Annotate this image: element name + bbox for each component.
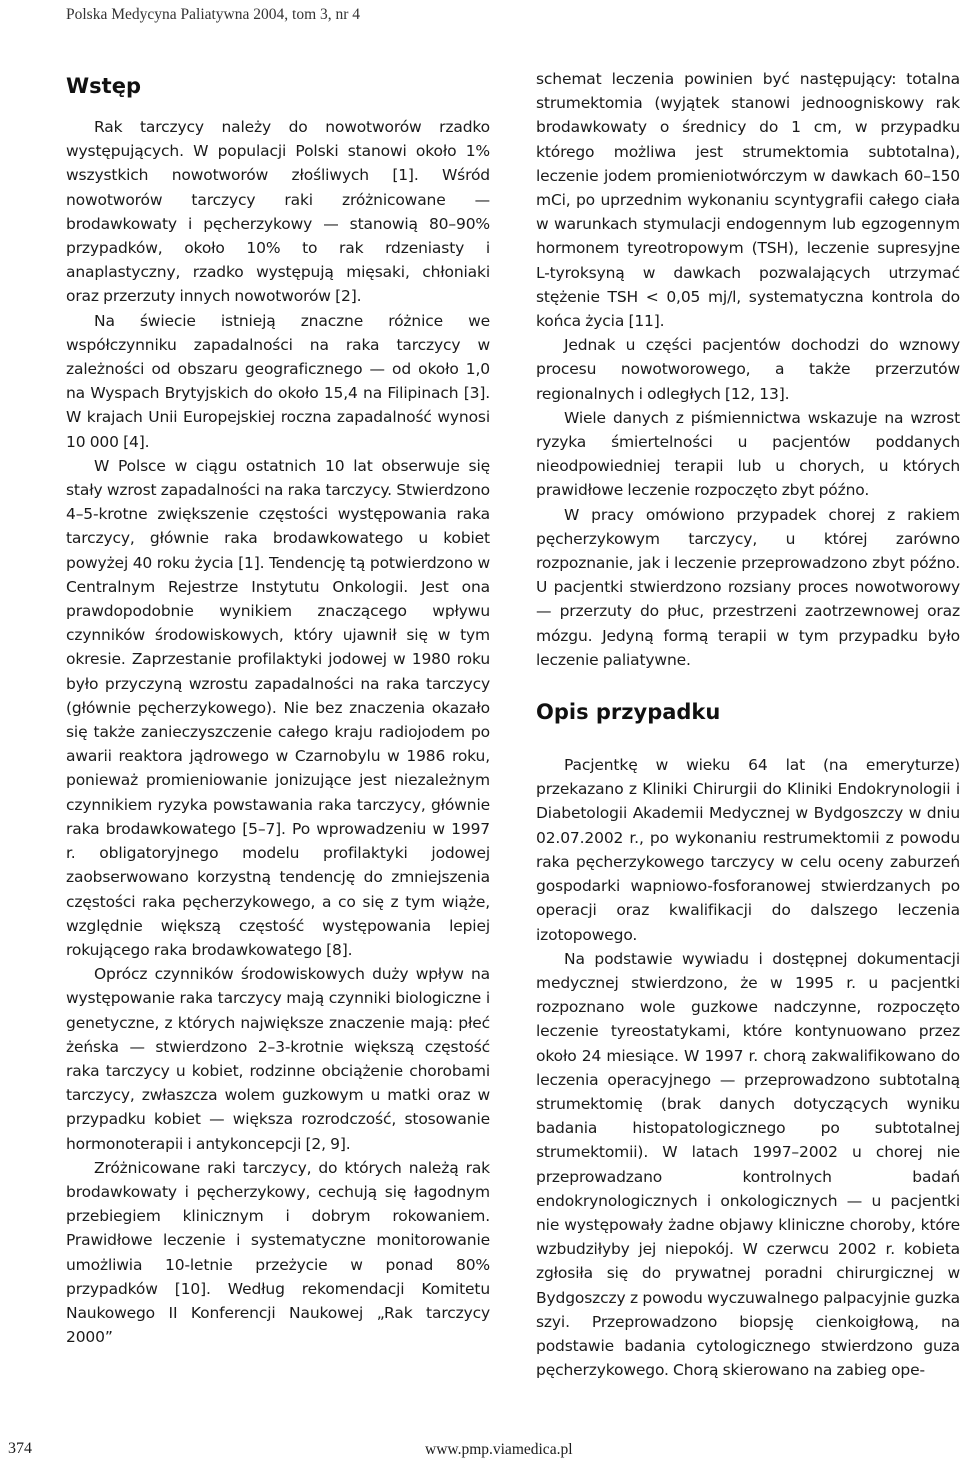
- paragraph: W Polsce w ciągu ostatnich 10 lat obserwuje się stały wzrost zapadalności na raka tarczycy. Stwierdzono 4–5-krotne zwiększenie częstości występowania raka tarczycy, głównie raka brodawkowatego u kobiet powyżej 40 roku życia [1]. Tendencję tą potwierdzono w Centralnym Rejestrze Instytutu Onkologii. Jest ona prawdopodobnie wynikiem znaczącego wpływu czynników środowiskowych, który ujawnił się w tym okresie. Zaprzestanie profilaktyki jodowej w 1980 roku było przyczyną wzrostu zapadalności na raka tarczycy (głównie pęcherzykowego). Nie bez znaczenia okazało się także zanieczyszczenie całego kraju radiojodem po awarii reaktora jądrowego w Czarnobylu w 1986 roku, ponieważ promieniowanie jonizujące jest niezależnym czynnikiem ryzyka powstawania raka tarczycy, głównie raka brodawkowatego [5–7]. Po wprowadzeniu w 1997 r. obligatoryjnego modelu profilaktyki jodowej zaobserwowano korzystną tendencję do zmniejszenia częstości raka pęcherzykowego, a co się z tym wiąże, względnie większą częstość występowania lepiej rokującego raka brodawkowatego [8].: [66, 456, 490, 959]
- paragraph: Na podstawie wywiadu i dostępnej dokumentacji medycznej stwierdzono, że w 1995 r. u pacjentki rozpoznano wole guzkowe nadczynne, rozpoczęto leczenie tyreostatykami, które kontynuowano przez około 24 miesiące. W 1997 r. chorą zakwalifikowano do leczenia operacyjnego — przeprowadzono subtotalną strumektomię (brak danych dotyczących wyniku badania histopatologicznego po subtotalnej strumektomii). W latach 1997–2002 u chorej nie przeprowadzano kontrolnych badań endokrynologicznych i onkologicznych — u pacjentki nie występowały żadne objawy kliniczne choroby, które wzbudziłyby jej niepokój. W czerwcu 2002 r. kobieta zgłosiła się do prywatnej poradni chirurgicznej w Bydgoszczy z powodu wyczuwalnego palpacyjnie guzka szyi. Przeprowadzono biopsję cienkoigłową, na podstawie badania cytologicznego stwierdzono guza pęcherzykowego. Chorą skierowano na zabieg ope-: [536, 949, 960, 1380]
- section-heading-case-report: Opis przypadku: [536, 700, 721, 725]
- paragraph: Zróżnicowane raki tarczycy, do których należą rak brodawkowaty i pęcherzykowy, cechują się łagodnym przebiegiem klinicznym i dobrym rokowaniem. Prawidłowe leczenie i systematyczne monitorowanie umożliwia 10-letnie przeżycie w ponad 80% przypadków [10]. Według rekomendacji Komitetu Naukowego II Konferencji Naukowej „Rak tarczycy 2000”: [66, 1158, 490, 1347]
- paragraph: Jednak u części pacjentów dochodzi do wznowy procesu nowotworowego, a także przerzutów regionalnych i odległych [12, 13].: [536, 336, 960, 403]
- right-column: [536, 67, 960, 1382]
- page-number: 374: [8, 1440, 32, 1457]
- running-header: Polska Medycyna Paliatywna 2004, tom 3, nr 4: [66, 6, 361, 23]
- paragraph: Na świecie istnieją znaczne różnice we współczynniku zapadalności na raka tarczycy w zależności od obszaru geograficznego — od około 1,0 na Wyspach Brytyjskich do około 15,4 na Filipinach [3]. W krajach Unii Europejskiej roczna zapadalność wynosi 10 000 [4].: [66, 311, 490, 451]
- left-column: [66, 66, 490, 1349]
- paragraph: Oprócz czynników środowiskowych duży wpływ na występowanie raka tarczycy mają czynniki biologiczne i genetyczne, z których największe znaczenie mają: płeć żeńska — stwierdzono 2–3-krotnie większą częstość raka tarczycy u kobiet, rodzinne obciążenie chorobami tarczycy, zwłaszcza wolem guzkowym u matki oraz w przypadku kobiet — większa rozrodczość, stosowanie hormonoterapii i antykoncepcji [2, 9].: [66, 965, 490, 1153]
- paragraph: schemat leczenia powinien być następujący: totalna strumektomia (wyjątek stanowi jednoogniskowy rak brodawkowaty o średnicy do 1 cm, w przypadku którego możliwa jest strumektomia subtotalna), leczenie jodem promieniotwórczym w dawkach 60–150 mCi, po uprzednim wykonaniu scyntygrafii całego ciała w warunkach stymulacji endogennym lub egzogennym hormonem tyreotropowym (TSH), leczenie supresyjne L-tyroksyną w dawkach pozwalających utrzymać stężenie TSH < 0,05 mj/l, systematyczna kontrola do końca życia [11].: [536, 70, 960, 331]
- paragraph: Pacjentkę w wieku 64 lat (na emeryturze) przekazano z Kliniki Chirurgii do Kliniki Endokrynologii i Diabetologii Akademii Medycznej w Bydgoszczy w dniu 02.07.2002 r., po wykonaniu restrumektomii z powodu raka pęcherzykowego tarczycy w celu oceny zaburzeń gospodarki wapniowo-fosforanowej stwierdzanych po operacji oraz kwalifikacji do dalszego leczenia izotopowego.: [536, 756, 960, 944]
- paragraph: Wiele danych z piśmiennictwa wskazuje na wzrost ryzyka śmiertelności u pacjentów poddanych nieodpowiedniej terapii lub u chorych, u których prawidłowe leczenie rozpoczęto zbyt późno.: [536, 408, 960, 500]
- section-heading-introduction: Wstęp: [66, 74, 141, 98]
- paragraph: W pracy omówiono przypadek chorej z rakiem pęcherzykowym tarczycy, u której zarówno rozpoznanie, jak i leczenie przeprowadzono zbyt późno. U pacjentki stwierdzono rozsiany proces nowotworowy — przerzuty do płuc, przestrzeni zaotrzewnowej oraz mózgu. Jedyną formą terapii w tym przypadku było leczenie paliatywne.: [536, 505, 960, 669]
- journal-website: www.pmp.viamedica.pl: [425, 1441, 573, 1458]
- paragraph: Rak tarczycy należy do nowotworów rzadko występujących. W populacji Polski stanowi około 1% wszystkich nowotworów złośliwych [1]. Wśród nowotworów tarczycy raki zróżnicowane — brodawkowaty i pęcherzykowy — stanowią 80–90% przypadków, około 10% to rak rdzeniasty i anaplastyczny, rzadko występują mięsaki, chłoniaki oraz przerzuty innych nowotworów [2].: [66, 118, 490, 306]
